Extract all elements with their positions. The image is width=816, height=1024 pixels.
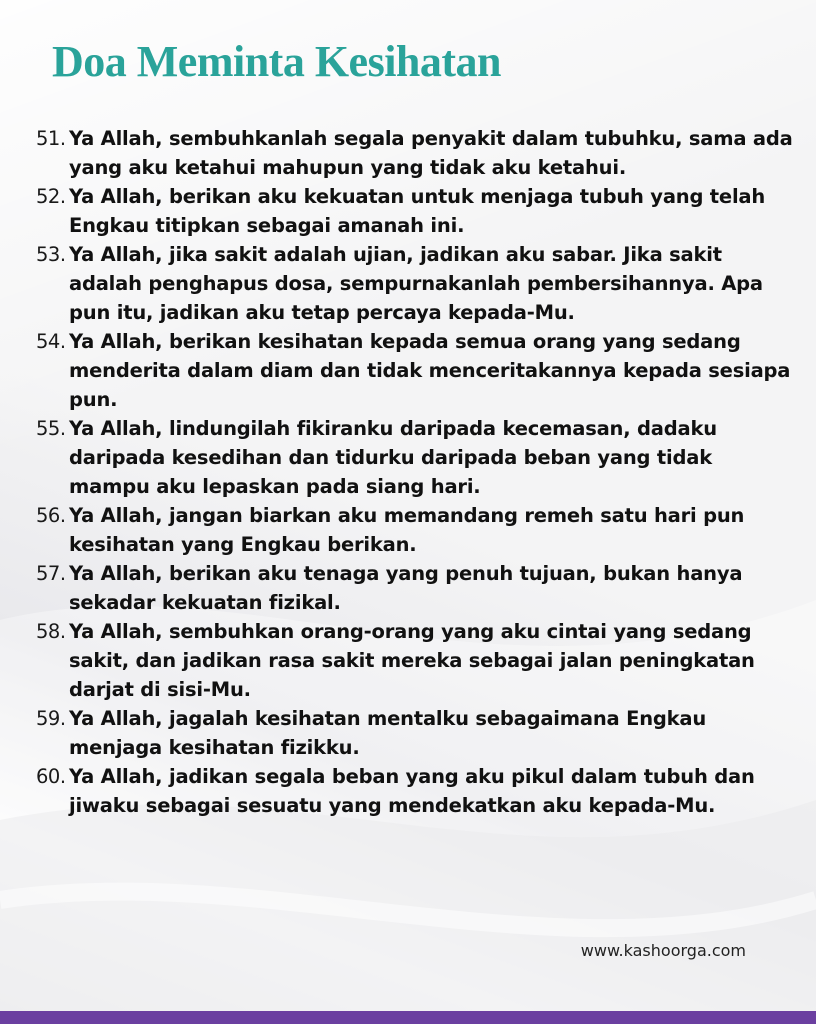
item-text: Ya Allah, lindungilah fikiranku daripada kecemasan, dadaku daripada kesedihan dan tidurku daripada beban yang tidak mampu aku lepaskan pada siang hari.: [69, 417, 717, 498]
item-text: Ya Allah, berikan aku tenaga yang penuh tujuan, bukan hanya sekadar kekuatan fizikal.: [69, 562, 743, 614]
bottom-accent-bar: [0, 1011, 816, 1024]
item-text: Ya Allah, sembuhkanlah segala penyakit dalam tubuhku, sama ada yang aku ketahui mahupun yang tidak aku ketahui.: [69, 127, 793, 179]
list-item: [36, 182, 796, 240]
list-item: [36, 762, 796, 820]
doa-list: [36, 124, 796, 820]
list-item: [36, 617, 796, 704]
item-number: 56.: [36, 504, 66, 527]
list-item: [36, 124, 796, 182]
item-number: 53.: [36, 243, 66, 266]
item-number: 60.: [36, 765, 66, 788]
item-number: 55.: [36, 417, 66, 440]
item-text: Ya Allah, berikan aku kekuatan untuk menjaga tubuh yang telah Engkau titipkan sebagai amanah ini.: [69, 185, 766, 237]
item-text: Ya Allah, sembuhkan orang-orang yang aku cintai yang sedang sakit, dan jadikan rasa sakit mereka sebagai jalan peningkatan darjat di sisi-Mu.: [69, 620, 755, 701]
item-text: Ya Allah, jadikan segala beban yang aku pikul dalam tubuh dan jiwaku sebagai sesuatu yang mendekatkan aku kepada-Mu.: [69, 765, 755, 817]
item-number: 52.: [36, 185, 66, 208]
item-number: 51.: [36, 127, 66, 150]
item-text: Ya Allah, jika sakit adalah ujian, jadikan aku sabar. Jika sakit adalah penghapus dosa, sempurnakanlah pembersihannya. Apa pun itu, jadikan aku tetap percaya kepada-Mu.: [69, 243, 763, 324]
item-text: Ya Allah, jagalah kesihatan mentalku sebagaimana Engkau menjaga kesihatan fizikku.: [69, 707, 707, 759]
page-title: Doa Meminta Kesihatan: [52, 37, 502, 86]
item-number: 59.: [36, 707, 66, 730]
item-number: 54.: [36, 330, 66, 353]
list-item: [36, 414, 796, 501]
list-item: [36, 559, 796, 617]
list-item: [36, 501, 796, 559]
website-url: www.kashoorga.com: [580, 941, 746, 960]
list-item: [36, 704, 796, 762]
list-item: [36, 240, 796, 327]
item-text: Ya Allah, jangan biarkan aku memandang remeh satu hari pun kesihatan yang Engkau berikan.: [69, 504, 745, 556]
list-item: [36, 327, 796, 414]
item-number: 57.: [36, 562, 66, 585]
item-number: 58.: [36, 620, 66, 643]
item-text: Ya Allah, berikan kesihatan kepada semua orang yang sedang menderita dalam diam dan tidak menceritakannya kepada sesiapa pun.: [69, 330, 791, 411]
